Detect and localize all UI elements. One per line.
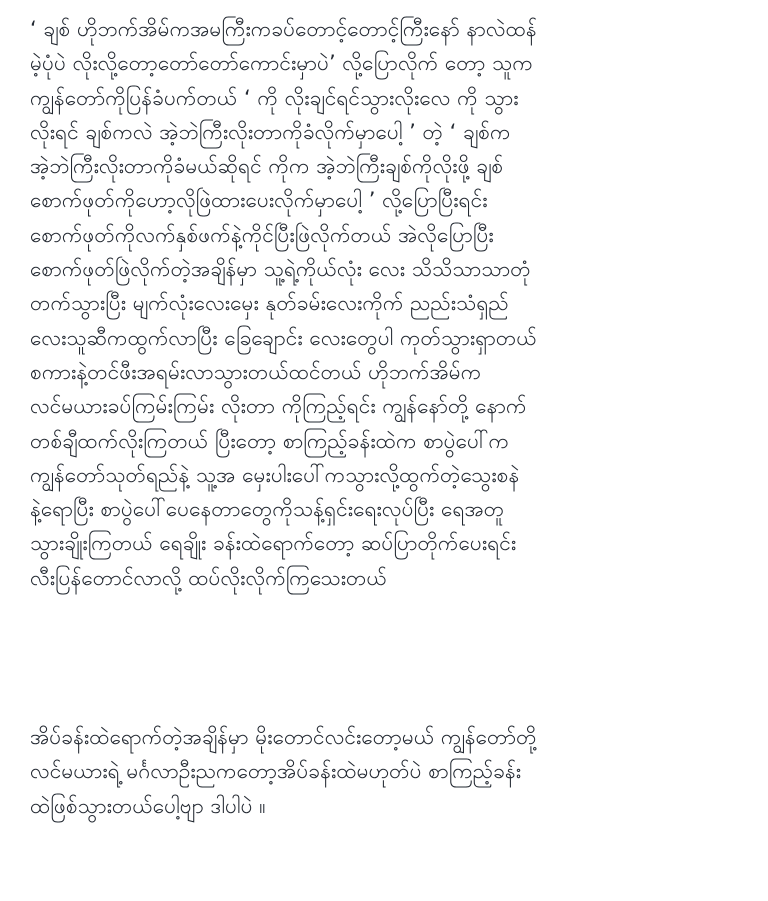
text-line: လေးသူဆီကထွက်လာပြီး ခြေချောင်း လေးတွေပါ ကုတ်သွားရှာတယ် bbox=[30, 325, 537, 350]
text-line: လင်မယားခပ်ကြမ်းကြမ်း လိုးတာ ကိုကြည့်ရင်း ကျွန်နော်တို့ နောက် bbox=[30, 394, 527, 419]
paragraph-1 bbox=[30, 12, 742, 595]
paragraph-2 bbox=[30, 720, 742, 823]
text-line: တစ်ချီထက်လိုးကြတယ် ပြီးတော့ စာကြည့်ခန်းထဲက စာပွဲပေါ်က bbox=[30, 428, 510, 453]
text-line: အိပ်ခန်းထဲရောက်တဲ့အချိန်မှာ မိုးတောင်လင်းတော့မယ် ကျွန်တော်တို့ bbox=[30, 725, 537, 749]
text-line: လိုးရင် ချစ်ကလဲ အဲ့ဘဲကြီးလိုးတာကိုခံလိုက်မှာပေါ့ ’ တဲ့ ‘ ချစ်က bbox=[30, 119, 511, 144]
text-line: လင်မယားရဲ့ မင်္ဂလာဦးညကတော့အိပ်ခန်းထဲမဟုတ်ပဲ စာကြည့်ခန်း bbox=[30, 759, 522, 784]
text-line: ကျွန်တော်သုတ်ရည်နဲ့ သူ့အ မှေးပါးပေါ်ကသွားလို့ထွက်တဲ့သွေးစနဲ bbox=[30, 462, 520, 487]
text-line: စောက်ဖုတ်ကိုဟော့လိုဖြဲထားပေးလိုက်မှာပေါ့ ’ လို့ပြောပြီးရင်း bbox=[30, 188, 488, 213]
text-line: စောက်ဖုတ်ကိုလက်နှစ်ဖက်နဲ့ကိုင်ပြီးဖြဲလိုက်တယ် အဲလိုပြောပြီး bbox=[30, 222, 494, 247]
text-line: ထဲဖြစ်သွားတယ်ပေါ့ဗျာ ဒါပါပဲ ။ bbox=[30, 793, 266, 818]
text-line: စကားနဲ့တင်ဖီးအရမ်းလာသွားတယ်ထင်တယ် ဟိုဘက်အိမ်က bbox=[30, 359, 482, 384]
text-line: အဲ့ဘဲကြီးလိုးတာကိုခံမယ်ဆိုရင် ကိုက အဲ့ဘဲကြီးချစ်ကိုလိုးဖို့ ချစ် bbox=[30, 154, 504, 179]
text-line: တက်သွားပြီး မျက်လုံးလေးမှေး နုတ်ခမ်းလေးကိုက် ညည်းသံရှည် bbox=[30, 291, 509, 316]
text-line: ‘ ချစ် ဟိုဘက်အိမ်ကအမကြီးကခပ်တောင့်တောင့်ကြီးနော် နာလဲထန် bbox=[30, 17, 537, 41]
text-line: သွားချိုးကြတယ် ရေချိုး ခန်းထဲရောက်တော့ ဆပ်ပြာတိုက်ပေးရင်း bbox=[30, 531, 517, 556]
text-line: နဲ့ရောပြီး စာပွဲပေါ်ပေနေတာတွေကိုသန့်ရှင်းရေးလုပ်ပြီး ရေအတူ bbox=[30, 497, 505, 522]
text-line: ကျွန်တော်ကိုပြန်ခံပက်တယ် ‘ ကို လိုးချင်ရင်သွားလိုးလေ ကို သွား bbox=[30, 85, 519, 110]
text-line: စောက်ဖုတ်ဖြဲလိုက်တဲ့အချိန်မှာ သူ့ရဲ့ကိုယ်လုံး လေး သိသိသာသာတုံ bbox=[30, 257, 531, 282]
text-line: လီးပြန်တောင်လာလို့ ထပ်လိုးလိုက်ကြသေးတယ် bbox=[30, 565, 387, 590]
text-line: မဲ့ပုံပဲ လိုးလို့တော့တော်တော်ကောင်းမှာပဲ’ လို့ပြောလိုက် တော့ သူက bbox=[30, 51, 533, 76]
